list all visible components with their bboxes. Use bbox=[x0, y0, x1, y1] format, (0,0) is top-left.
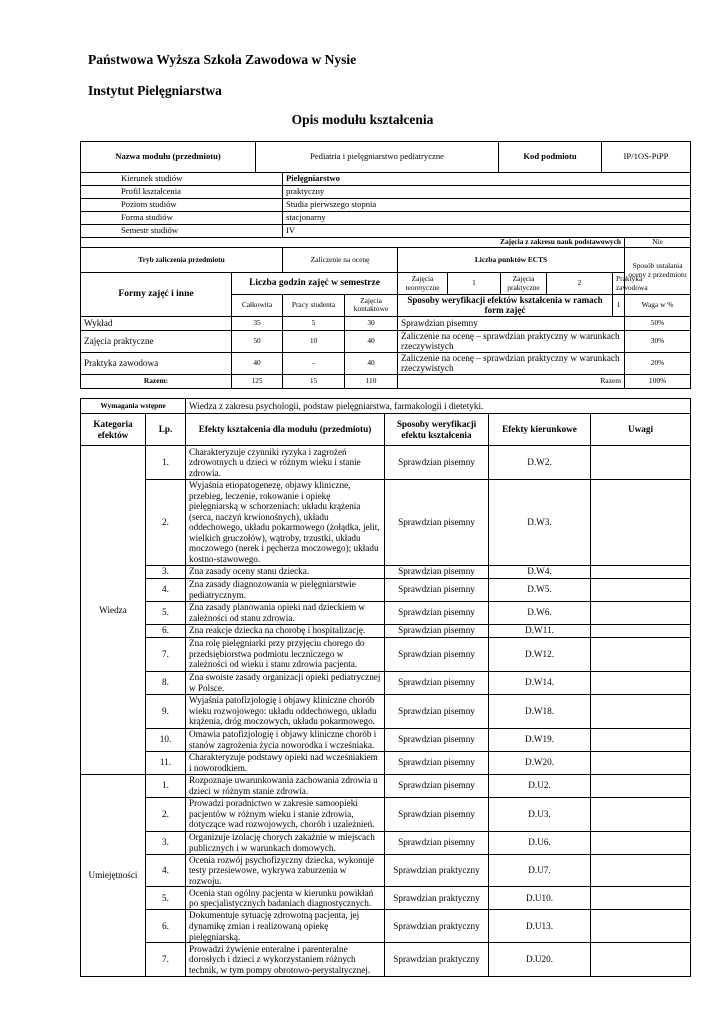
form-name: Wykład bbox=[81, 316, 232, 330]
row-effect: Zna zasady planowania opieki nad dzieckiem w zależności od stanu zdrowia. bbox=[186, 601, 385, 624]
row-effect: Charakteryzuje czynniki ryzyka i zagrożeń zdrowotnych u dzieci w różnym wieku i stanie zdrowia. bbox=[186, 446, 385, 480]
grading-method-label: Sposób ustalania oceny z przedmiotu bbox=[625, 248, 691, 295]
row-lp: 7. bbox=[146, 637, 186, 671]
table-row bbox=[81, 578, 691, 601]
row-effect: Zna swoiste zasady organizacji opieki pediatrycznej w Polsce. bbox=[186, 671, 385, 694]
row-method: Sprawdzian pisemny bbox=[385, 446, 489, 480]
info-value: stacjonarny bbox=[283, 212, 691, 225]
row-notes bbox=[591, 671, 691, 694]
sum-weight: 100% bbox=[625, 375, 691, 389]
row-code: D.W14. bbox=[489, 671, 591, 694]
row-code: D.W2. bbox=[489, 446, 591, 480]
table-row bbox=[81, 601, 691, 624]
row-code: D.U6. bbox=[489, 831, 591, 854]
row-lp: 10. bbox=[146, 728, 186, 751]
table-row bbox=[81, 565, 691, 578]
row-code: D.W20. bbox=[489, 751, 591, 774]
row-method: Sprawdzian pisemny bbox=[385, 671, 489, 694]
form-total: 50 bbox=[232, 330, 283, 352]
row-method: Sprawdzian pisemny bbox=[385, 601, 489, 624]
row-notes bbox=[591, 624, 691, 637]
row-effect: Ocenia stan ogólny pacjenta w kierunku powikłań po specjalistycznych badaniach diagnostycznych. bbox=[186, 887, 385, 910]
row-method: Sprawdzian praktyczny bbox=[385, 854, 489, 887]
info-value: praktyczny bbox=[283, 186, 691, 199]
col-contact-label: Zajęcia kontaktowe bbox=[345, 295, 398, 317]
row-notes bbox=[591, 831, 691, 854]
prerequisites-label: Wymagania wstępne bbox=[81, 399, 186, 414]
row-method: Sprawdzian praktyczny bbox=[385, 887, 489, 910]
verification-label: Sposoby weryfikacji efektów kształcenia w ramach form zajęć bbox=[398, 295, 613, 317]
table-row bbox=[81, 797, 691, 831]
row-method: Sprawdzian pisemny bbox=[385, 774, 489, 797]
row-code: D.U7. bbox=[489, 854, 591, 887]
row-effect: Ocenia rozwój psychofizyczny dziecka, wykonuje testy przesiewowe, wykrywa zaburzenia w rozwoju. bbox=[186, 854, 385, 887]
form-method: Zaliczenie na ocenę – sprawdzian praktyczny w warunkach rzeczywistych bbox=[398, 352, 625, 374]
basic-sciences-value: Nie bbox=[625, 238, 691, 248]
module-name-value: Pediatria i pielęgniarstwo pediatryczne bbox=[256, 142, 499, 173]
module-code-value: IP/1OS-PiPP bbox=[602, 142, 691, 173]
info-value: Pielęgniarstwo bbox=[283, 173, 691, 186]
row-code: D.W11. bbox=[489, 624, 591, 637]
forms-label: Formy zajęć i inne bbox=[81, 273, 232, 317]
row-notes bbox=[591, 797, 691, 831]
module-name-label: Nazwa modułu (przedmiotu) bbox=[81, 142, 256, 173]
institute-name: Instytut Pielęgniarstwa bbox=[88, 83, 222, 98]
form-contact: 30 bbox=[345, 316, 398, 330]
row-lp: 5. bbox=[146, 601, 186, 624]
form-total: 35 bbox=[232, 316, 283, 330]
form-weight: 50% bbox=[625, 316, 691, 330]
effects-table bbox=[80, 413, 691, 977]
form-row bbox=[81, 352, 691, 374]
row-effect: Charakteryzuje podstawy opieki nad wcześniakiem i noworodkiem. bbox=[186, 751, 385, 774]
row-notes bbox=[591, 751, 691, 774]
table-row bbox=[81, 694, 691, 728]
table-row bbox=[81, 480, 691, 566]
row-effect: Zna zasady diagnozowania w pielęgniarstwie pediatrycznym. bbox=[186, 578, 385, 601]
row-lp: 1. bbox=[146, 774, 186, 797]
row-effect: Zna reakcje dziecka na chorobę i hospitalizację. bbox=[186, 624, 385, 637]
row-notes bbox=[591, 480, 691, 566]
form-name: Zajęcia praktyczne bbox=[81, 330, 232, 352]
row-method: Sprawdzian pisemny bbox=[385, 578, 489, 601]
row-effect: Prowadzi żywienie enteralne i parenteralne dorosłych i dzieci z wykorzystaniem różnych technik, w tym pompy obrotowo-perystaltycznej. bbox=[186, 943, 385, 977]
info-label: Kierunek studiów bbox=[81, 173, 283, 186]
row-effect: Zna zasady oceny stanu dziecka. bbox=[186, 565, 385, 578]
row-notes bbox=[591, 910, 691, 943]
row-method: Sprawdzian pisemny bbox=[385, 694, 489, 728]
header-lp: Lp. bbox=[146, 414, 186, 446]
table-row bbox=[81, 774, 691, 797]
internship-value: 1 bbox=[613, 295, 625, 317]
row-lp: 6. bbox=[146, 910, 186, 943]
row-code: D.U10. bbox=[489, 887, 591, 910]
module-name-table bbox=[80, 141, 691, 173]
module-code-label: Kod podmiotu bbox=[499, 142, 602, 173]
row-method: Sprawdzian pisemny bbox=[385, 565, 489, 578]
row-effect: Dokumentuje sytuację zdrowotną pacjenta, jej dynamikę zmian i realizowaną opiekę pielęgniarską. bbox=[186, 910, 385, 943]
header-method: Sposoby weryfikacji efektu kształcenia bbox=[385, 414, 489, 446]
weight-label: Waga w % bbox=[625, 295, 691, 317]
row-lp: 11. bbox=[146, 751, 186, 774]
row-code: D.W6. bbox=[489, 601, 591, 624]
row-lp: 5. bbox=[146, 887, 186, 910]
form-method: Zaliczenie na ocenę – sprawdzian praktyczny w warunkach rzeczywistych bbox=[398, 330, 625, 352]
row-code: D.W5. bbox=[489, 578, 591, 601]
header-effect: Efekty kształcenia dla modułu (przedmiotu) bbox=[186, 414, 385, 446]
row-code: D.W4. bbox=[489, 565, 591, 578]
school-name: Państwowa Wyższa Szkoła Zawodowa w Nysie bbox=[88, 52, 357, 67]
row-code: D.W3. bbox=[489, 480, 591, 566]
sum-label-2: Razem bbox=[398, 375, 625, 389]
info-label: Poziom studiów bbox=[81, 199, 283, 212]
form-method: Sprawdzian pisemny bbox=[398, 316, 625, 330]
row-code: D.W19. bbox=[489, 728, 591, 751]
sum-label: Razem: bbox=[81, 375, 232, 389]
table-row bbox=[81, 910, 691, 943]
row-lp: 7. bbox=[146, 943, 186, 977]
row-notes bbox=[591, 601, 691, 624]
form-name: Praktyka zawodowa bbox=[81, 352, 232, 374]
table-row bbox=[81, 751, 691, 774]
table-row bbox=[81, 728, 691, 751]
row-code: D.W18. bbox=[489, 694, 591, 728]
row-lp: 2. bbox=[146, 797, 186, 831]
row-lp: 4. bbox=[146, 578, 186, 601]
row-notes bbox=[591, 943, 691, 977]
form-student: - bbox=[283, 352, 345, 374]
row-effect: Zna rolę pielęgniarki przy przyjęciu chorego do przedsiębiorstwa podmiotu leczniczego w zależności od wieku i stanu zdrowia pacjenta. bbox=[186, 637, 385, 671]
row-method: Sprawdzian pisemny bbox=[385, 480, 489, 566]
table-row bbox=[81, 943, 691, 977]
row-effect: Wyjaśnia etiopatogenezę, objawy kliniczne, przebieg, leczenie, rokowanie i opiekę pielęgniarską w schorzeniach: układu krążenia (serca, naczyń krwionośnych), układu oddechowego, układu pokarmowego (żołądka, jelit, wielkich gruczołów), wątroby, trzustki, układu moczowego (nerek i pęcherza moczowego); układu kostno-stawowego. bbox=[186, 480, 385, 566]
page-title: Opis modułu kształcenia bbox=[291, 112, 434, 127]
form-student: 5 bbox=[283, 316, 345, 330]
row-effect: Prowadzi poradnictwo w zakresie samoopieki pacjentów w różnym wieku i stanie zdrowia, dotyczące wad rozwojowych, chorób i uzależnień. bbox=[186, 797, 385, 831]
info-label: Semestr studiów bbox=[81, 225, 283, 238]
form-row bbox=[81, 316, 691, 330]
info-label: Forma studiów bbox=[81, 212, 283, 225]
info-value: Studia pierwszego stopnia bbox=[283, 199, 691, 212]
table-row bbox=[81, 887, 691, 910]
table-row bbox=[81, 624, 691, 637]
category-label: Wiedza bbox=[81, 446, 146, 775]
row-notes bbox=[591, 637, 691, 671]
form-contact: 40 bbox=[345, 352, 398, 374]
row-lp: 3. bbox=[146, 831, 186, 854]
row-lp: 8. bbox=[146, 671, 186, 694]
row-lp: 2. bbox=[146, 480, 186, 566]
header-notes: Uwagi bbox=[591, 414, 691, 446]
row-lp: 6. bbox=[146, 624, 186, 637]
row-code: D.U2. bbox=[489, 774, 591, 797]
practical-value: 2 bbox=[547, 273, 613, 295]
row-method: Sprawdzian praktyczny bbox=[385, 910, 489, 943]
table-row bbox=[81, 854, 691, 887]
ects-label: Liczba punktów ECTS bbox=[398, 248, 625, 273]
module-info-table bbox=[80, 172, 691, 389]
row-lp: 4. bbox=[146, 854, 186, 887]
sum-contact: 110 bbox=[345, 375, 398, 389]
row-code: D.W12. bbox=[489, 637, 591, 671]
form-weight: 30% bbox=[625, 330, 691, 352]
row-method: Sprawdzian pisemny bbox=[385, 831, 489, 854]
row-lp: 1. bbox=[146, 446, 186, 480]
table-row bbox=[81, 831, 691, 854]
row-method: Sprawdzian pisemny bbox=[385, 624, 489, 637]
info-value: IV bbox=[283, 225, 691, 238]
prerequisites-value: Wiedza z zakresu psychologii, podstaw pielęgniarstwa, farmakologii i dietetyki. bbox=[186, 399, 691, 414]
table-row bbox=[81, 637, 691, 671]
prerequisites-table bbox=[80, 398, 691, 414]
practical-label: Zajęcia praktyczne bbox=[501, 273, 547, 295]
table-row bbox=[81, 446, 691, 480]
form-row bbox=[81, 330, 691, 352]
internship-label: Praktyka zawodowa bbox=[613, 273, 625, 295]
row-lp: 3. bbox=[146, 565, 186, 578]
row-notes bbox=[591, 565, 691, 578]
credit-mode-label: Tryb zaliczenia przedmiotu bbox=[81, 248, 283, 273]
sum-total: 125 bbox=[232, 375, 283, 389]
col-total-label: Całkowita bbox=[232, 295, 283, 317]
hours-label: Liczba godzin zajęć w semestrze bbox=[232, 273, 398, 295]
category-label: Umiejętności bbox=[81, 774, 146, 976]
header-direction: Efekty kierunkowe bbox=[489, 414, 591, 446]
row-method: Sprawdzian praktyczny bbox=[385, 943, 489, 977]
row-lp: 9. bbox=[146, 694, 186, 728]
form-contact: 40 bbox=[345, 330, 398, 352]
basic-sciences-label: Zajęcia z zakresu nauk podstawowych bbox=[81, 238, 625, 248]
row-effect: Wyjaśnia patofizjologię i objawy kliniczne chorób wieku rozwojowego: układu oddechowego, układu krążenia, dróg moczowych, układu pokarmowego. bbox=[186, 694, 385, 728]
row-code: D.U13. bbox=[489, 910, 591, 943]
row-effect: Rozpoznaje uwarunkowania zachowania zdrowia u dzieci w różnym stanie zdrowia. bbox=[186, 774, 385, 797]
row-method: Sprawdzian pisemny bbox=[385, 728, 489, 751]
theory-value: 1 bbox=[448, 273, 501, 295]
row-notes bbox=[591, 446, 691, 480]
row-notes bbox=[591, 887, 691, 910]
row-method: Sprawdzian pisemny bbox=[385, 751, 489, 774]
col-student-label: Pracy studenta bbox=[283, 295, 345, 317]
info-label: Profil kształcenia bbox=[81, 186, 283, 199]
credit-mode-value: Zaliczenie na ocenę bbox=[283, 248, 398, 273]
row-notes bbox=[591, 854, 691, 887]
row-notes bbox=[591, 694, 691, 728]
row-code: D.U3. bbox=[489, 797, 591, 831]
form-total: 40 bbox=[232, 352, 283, 374]
row-notes bbox=[591, 578, 691, 601]
header-category: Kategoria efektów bbox=[81, 414, 146, 446]
form-weight: 20% bbox=[625, 352, 691, 374]
row-effect: Organizuje izolację chorych zakaźnie w miejscach publicznych i w warunkach domowych. bbox=[186, 831, 385, 854]
table-row bbox=[81, 671, 691, 694]
row-code: D.U20. bbox=[489, 943, 591, 977]
row-notes bbox=[591, 728, 691, 751]
sum-student: 15 bbox=[283, 375, 345, 389]
row-method: Sprawdzian pisemny bbox=[385, 797, 489, 831]
row-notes bbox=[591, 774, 691, 797]
form-student: 10 bbox=[283, 330, 345, 352]
row-method: Sprawdzian pisemny bbox=[385, 637, 489, 671]
row-effect: Omawia patofizjologię i objawy kliniczne chorób i stanów zagrożenia życia noworodka i wcześniaka. bbox=[186, 728, 385, 751]
theory-label: Zajęcia teoretyczne bbox=[398, 273, 448, 295]
